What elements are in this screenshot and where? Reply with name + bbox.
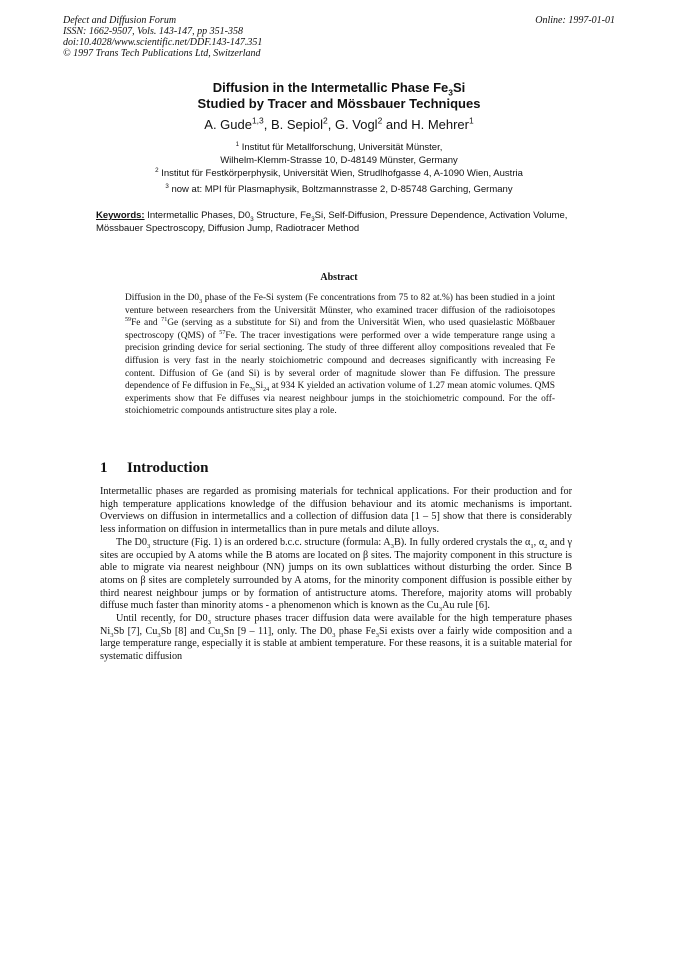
paragraph-1: Intermetallic phases are regarded as promising materials for technical applications. For their production and for high temperature applications knowledge of the diffusion behaviour and its atomic mechanisms is important. Overviews on diffusion in intermetallics and a collection of diffusion data [1 – 5] show that there is considerably less information on diffusion in intermetallics than in pure metals and dilute alloys. — [100, 486, 572, 536]
section-body — [100, 486, 572, 664]
section-heading-introduction — [100, 460, 208, 477]
section-title: Introduction — [127, 460, 209, 476]
affiliation-2: $^2$ Institut für Festkörperphysik, Universität Wien, Strudlhofgasse 4, A-1090 Wien, Austria — [155, 166, 523, 179]
paragraph-3: Until recently, for $D0_3$ structure phases tracer diffusion data were available for the high temperature phases $Ni_3Sb$ [7], $Cu_3Sb$ [8] and $Cu_3Sn$ [9 – 11], only. The $D0_3$ phase $Fe_3Si$ exists over a fairly wide composition and a large temperature range, especially it is stable at ambient temperature. For these reasons, it is a suitable material for systematic diffusion — [100, 613, 572, 663]
affiliation-1: $^1$ Institut für Metallforschung, Universität Münster, Wilhelm-Klemm-Strasse 10, D-48149 Münster, Germany — [220, 140, 458, 166]
author-list — [0, 117, 678, 132]
abstract-text: Diffusion in the $D0_3$ phase of the Fe-Si system (Fe concentrations from 75 to 82 at.%) has been studied in a joint venture between researchers from the Universität Münster, who examined tracer diffusion of the radioisotopes $^{59}$Fe and $^{71}$Ge (serving as a substitute for Si) and from the Universität Wien, who used quasielastic Mößbauer spectroscopy (QMS) of $^{57}$Fe. The tracer investigations were performed over a wide temperature range using a precision grinding device for serial sectioning. The study of three different alloy compositions revealed that Fe diffusion is very fast in the nearly stoichiometric compound and decreases significantly with increasing Fe content. Diffusion of Ge (and Si) is by several order of magnitude slower than Fe diffusion. The pressure dependence of Fe diffusion in $Fe_{76}Si_{24}$ at 934 K yielded an activation volume of 1.27 mean atomic volumes. QMS experiments show that Fe diffuses via nearest neighbour jumps in the stoichiometric compound. For the off-stoichiometric compounds antistructure sites play a role. — [125, 293, 555, 417]
author: A. Gude$^{1,3}$, — [204, 115, 271, 132]
author: B. Sepiol$^2$, — [270, 115, 335, 132]
title-line-1: Diffusion in the Intermetallic Phase $Fe_3Si$ — [212, 80, 466, 98]
doi-line: doi:10.4028/www.scientific.net/DDF.143-147.351 — [63, 37, 263, 48]
keywords-label: Keywords: — [96, 210, 145, 221]
abstract-heading: Abstract — [320, 272, 358, 283]
section-number: 1 — [100, 460, 108, 476]
author: G. Vogl$^2$ and — [334, 115, 412, 132]
copyright-line: © 1997 Trans Tech Publications Ltd, Switzerland — [63, 48, 261, 59]
affiliation-3: $^3$ now at: MPI für Plasmaphysik, Boltzmannstrasse 2, D-85748 Garching, Germany — [165, 182, 513, 195]
title-line-2: Studied by Tracer and Mössbauer Techniques — [197, 96, 481, 111]
paragraph-2: The $D0_3$ structure (Fig. 1) is an ordered b.c.c. structure (formula: $A_3B$). In fully ordered crystals the $\alpha_1$, $\alpha_2$ and γ sites are occupied by A atoms while the B atoms are located on β sites. The majority component in this structure is able to migrate via nearest neighbour (NN) jumps on its own sublattices without disturbing the order. Since B atoms on β sites are completely surrounded by A atoms, for the minority component diffusion is possible either by third nearest neighbour jumps or by formation of antistructure atoms. Therefore, majority atoms will probably diffuse much faster than minority atoms - a phenomenon which is known as the $Cu_3Au$ rule [6]. — [100, 536, 572, 614]
online-date: Online: 1997-01-01 — [535, 15, 615, 26]
journal-name: Defect and Diffusion Forum — [63, 15, 177, 26]
author: H. Mehrer$^1$ — [411, 115, 474, 132]
page-header — [63, 15, 615, 59]
paper-title — [0, 80, 678, 112]
issn-line: ISSN: 1662-9507, Vols. 143-147, pp 351-358 — [63, 26, 243, 37]
keywords: Keywords: Intermetallic Phases, $D0_3$ Structure, $Fe_3Si$, Self-Diffusion, Pressure Dependence, Activation Volume, Mössbauer Spectroscopy, Diffusion Jump, Radiotracer Method — [96, 210, 568, 234]
